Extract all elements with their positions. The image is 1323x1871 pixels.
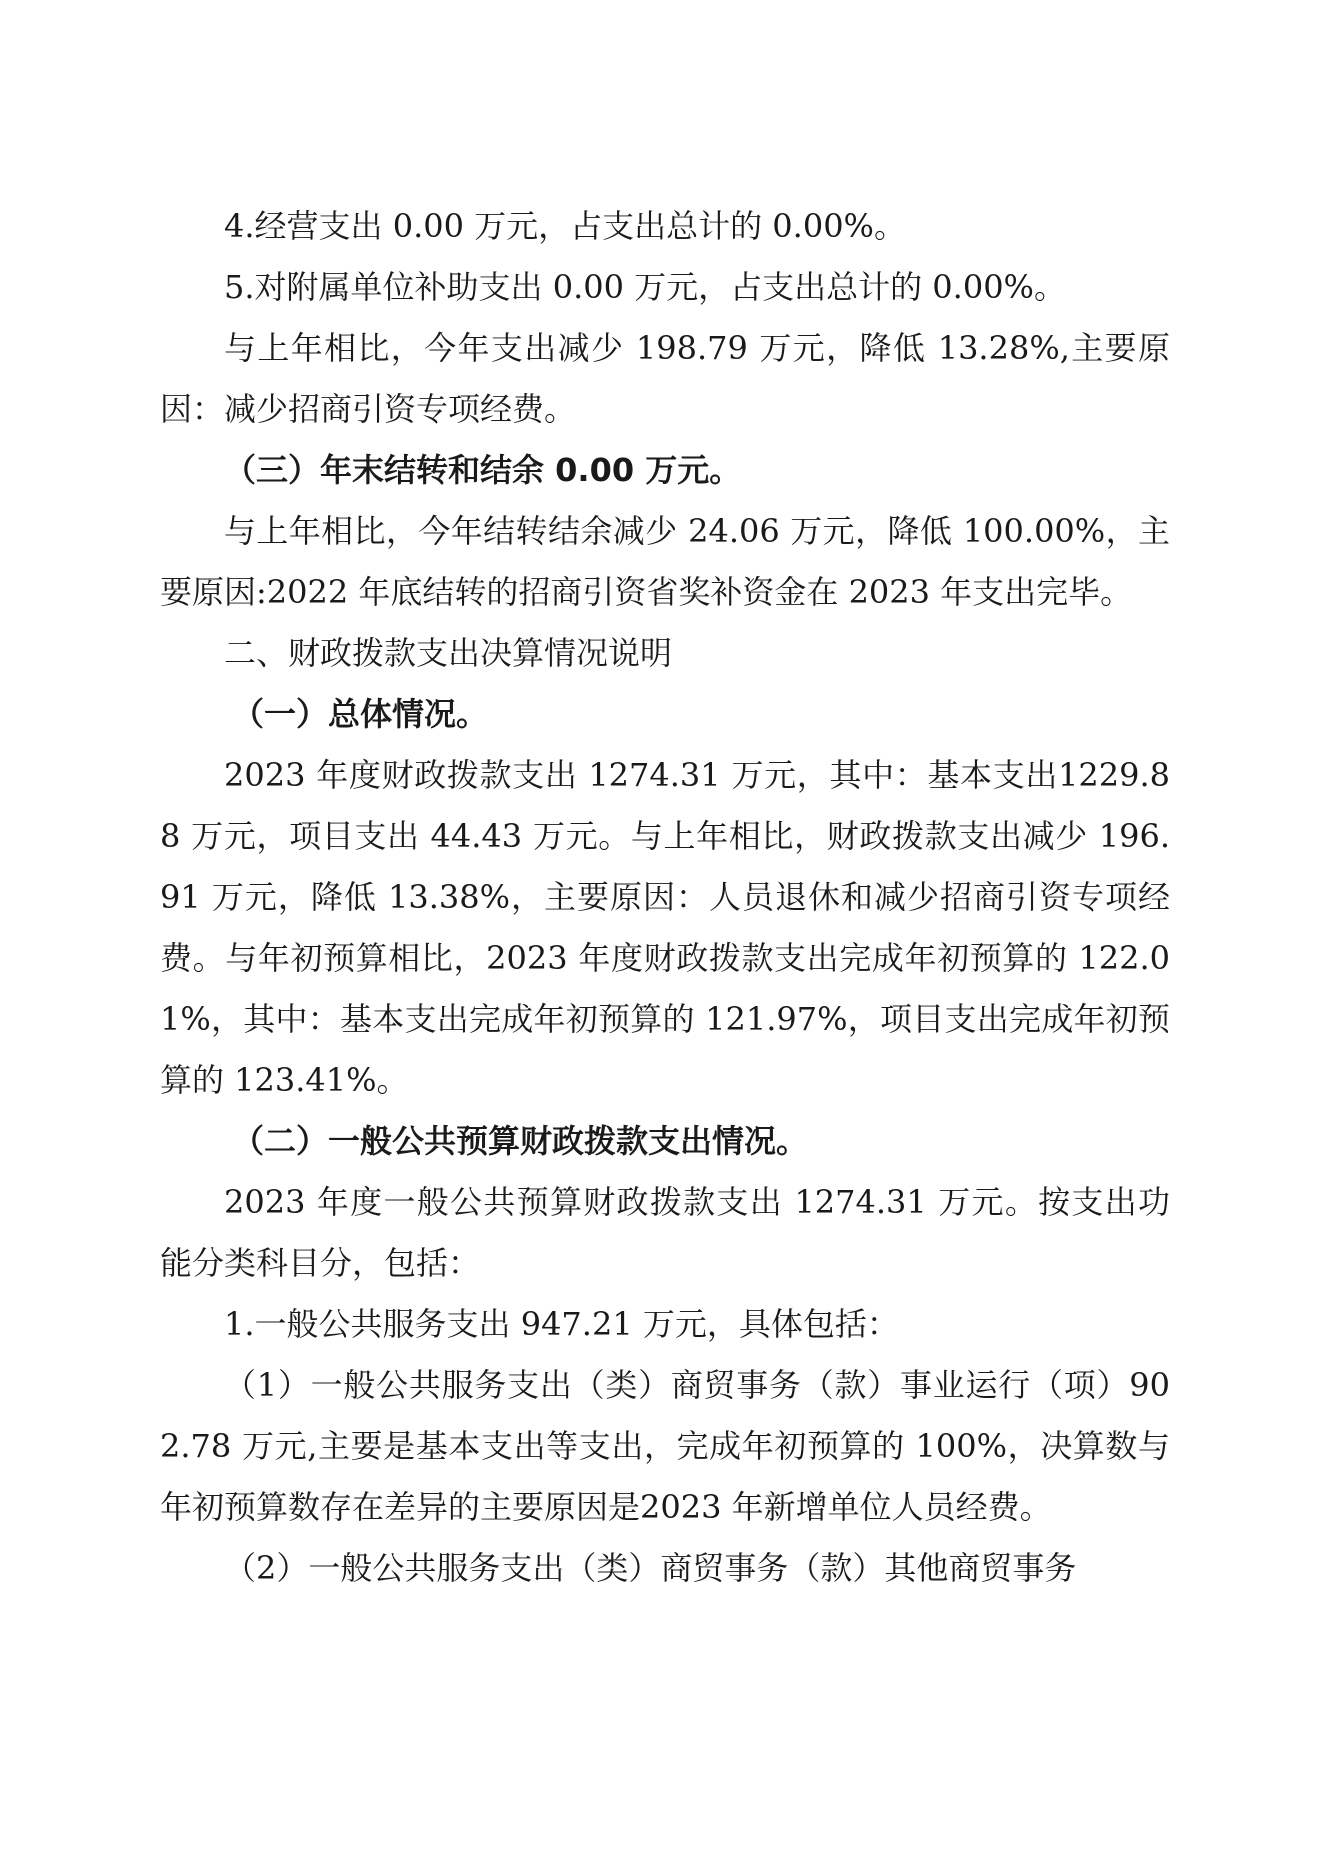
paragraph-subsidiary-subsidy: 5.对附属单位补助支出 0.00 万元，占支出总计的 0.00%。 xyxy=(224,268,1066,306)
document-body xyxy=(160,196,1170,1599)
paragraph-overall-detail: 2023 年度财政拨款支出 1274.31 万元，其中：基本支出1229.88 万元，项目支出 44.43 万元。与上年相比，财政拨款支出减少 196.91 万元，降低 13.38%，主要原因：人员退休和减少招商引资专项经费。与年初预算相比，2023 年度财政拨款支出完成年初预算的 122.01%，其中：基本支出完成年初预算的 121.97%，项目支出完成年初预算的 123.41%。 xyxy=(160,756,1170,1099)
paragraph-item-2-other-trade: （2）一般公共服务支出（类）商贸事务（款）其他商贸事务 xyxy=(224,1549,1077,1587)
section-heading-year-end-carryover: （三）年末结转和结余 0.00 万元。 xyxy=(224,451,742,489)
paragraph-item-1-operations: （1）一般公共服务支出（类）商贸事务（款）事业运行（项）902.78 万元,主要是基本支出等支出，完成年初预算的 100%，决算数与年初预算数存在差异的主要原因是2023 年新增单位人员经费。 xyxy=(160,1366,1170,1526)
paragraph-carryover-change: 与上年相比，今年结转结余减少 24.06 万元，降低 100.00%，主要原因:2022 年底结转的招商引资省奖补资金在 2023 年支出完毕。 xyxy=(160,512,1170,611)
paragraph-yoy-expense-change: 与上年相比，今年支出减少 198.79 万元，降低 13.28%,主要原因：减少招商引资专项经费。 xyxy=(160,329,1170,428)
paragraph-operating-expense: 4.经营支出 0.00 万元，占支出总计的 0.00%。 xyxy=(224,207,906,245)
chapter-heading-fiscal-appropriation: 二、财政拨款支出决算情况说明 xyxy=(224,634,673,672)
paragraph-general-public-budget-total: 2023 年度一般公共预算财政拨款支出 1274.31 万元。按支出功能分类科目分，包括： xyxy=(160,1183,1170,1282)
section-heading-general-public-budget: （二）一般公共预算财政拨款支出情况。 xyxy=(232,1122,809,1160)
section-heading-overall: （一）总体情况。 xyxy=(232,695,489,733)
paragraph-general-public-services: 1.一般公共服务支出 947.21 万元，具体包括： xyxy=(224,1305,899,1343)
